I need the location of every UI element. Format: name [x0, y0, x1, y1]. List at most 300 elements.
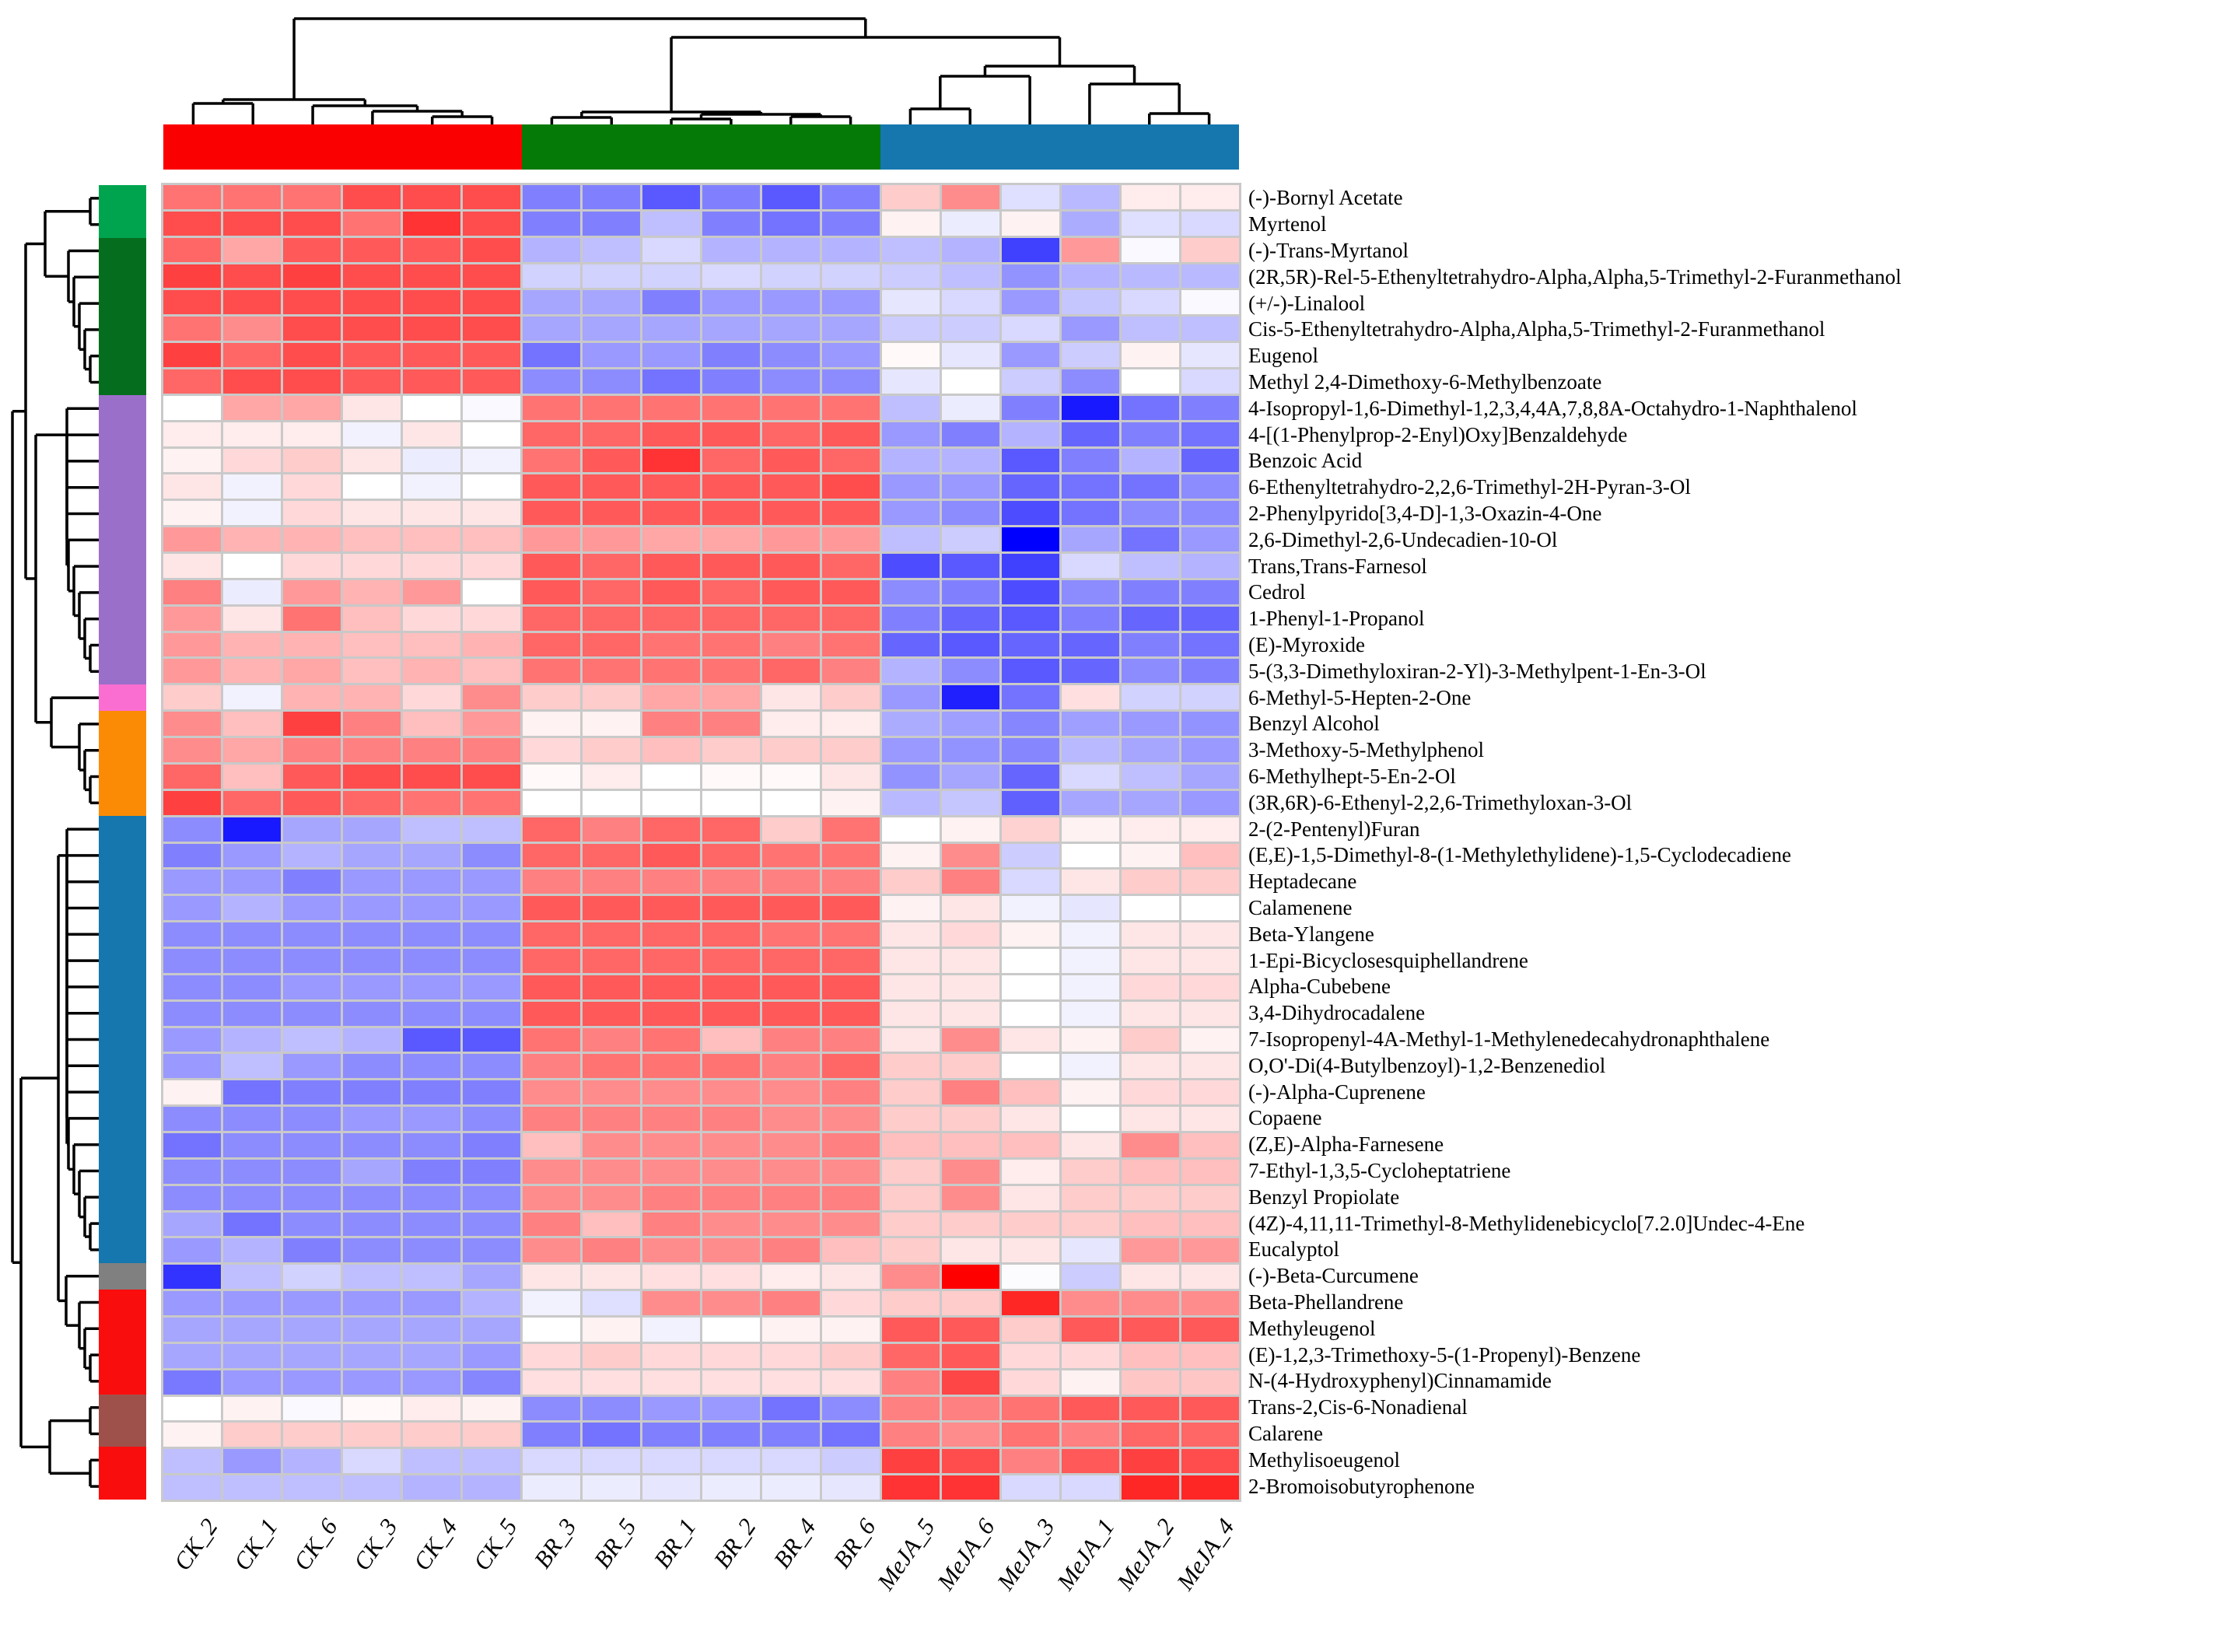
heatmap-cell [583, 527, 640, 551]
heatmap-cell [403, 474, 460, 499]
heatmap-cell [403, 1028, 460, 1052]
heatmap-cell [223, 264, 281, 289]
heatmap-cell [163, 317, 221, 341]
heatmap-cell [702, 712, 760, 736]
heatmap-cell [762, 185, 820, 209]
heatmap-cell [1181, 1423, 1239, 1447]
heatmap-cell [343, 844, 401, 868]
heatmap-cell [642, 896, 700, 920]
heatmap-cell [942, 817, 999, 842]
heatmap-cell [583, 1107, 640, 1131]
heatmap-cell [403, 607, 460, 631]
heatmap-cell [1181, 527, 1239, 551]
heatmap-cell [762, 501, 820, 525]
heatmap-cell [523, 844, 580, 868]
heatmap-cell [343, 1238, 401, 1262]
heatmap-cell [642, 449, 700, 473]
heatmap-cell [642, 922, 700, 947]
heatmap-cell [942, 633, 999, 657]
heatmap-cell [163, 369, 221, 394]
heatmap-cell [403, 844, 460, 868]
heatmap-cell [942, 1370, 999, 1395]
heatmap-cell [1181, 844, 1239, 868]
heatmap-cell [1062, 738, 1119, 762]
heatmap-cell [463, 738, 520, 762]
heatmap-cell [1062, 1160, 1119, 1184]
heatmap-cell [1122, 1265, 1179, 1289]
heatmap-cell [762, 1238, 820, 1262]
heatmap-cell [1181, 1291, 1239, 1315]
heatmap-cell [283, 1002, 341, 1026]
heatmap-cell [822, 1265, 880, 1289]
heatmap-cell [1181, 1475, 1239, 1500]
heatmap-cell [942, 449, 999, 473]
heatmap-cell [1002, 580, 1059, 604]
heatmap-cell [223, 343, 281, 367]
heatmap-cell [1122, 369, 1179, 394]
row-label: (E,E)-1,5-Dimethyl-8-(1-Methylethylidene)-1,5-Cyclodecadiene [1248, 843, 1791, 867]
heatmap-cell [1181, 554, 1239, 578]
heatmap-cell [523, 685, 580, 709]
heatmap-cell [163, 975, 221, 999]
heatmap-cell [223, 501, 281, 525]
heatmap-cell [1181, 1107, 1239, 1131]
heatmap-cell [642, 1054, 700, 1078]
heatmap-cell [762, 396, 820, 420]
heatmap-cell [223, 1370, 281, 1395]
heatmap-cell [1062, 1002, 1119, 1026]
heatmap-cell [762, 1054, 820, 1078]
heatmap-cell [583, 791, 640, 815]
heatmap-cell [1181, 1080, 1239, 1104]
heatmap-cell [822, 1186, 880, 1210]
heatmap-cell [1181, 396, 1239, 420]
heatmap-cell [1122, 1423, 1179, 1447]
heatmap-cell [942, 343, 999, 367]
heatmap-cell [523, 474, 580, 499]
heatmap-cell [1122, 1002, 1179, 1026]
heatmap-cell [343, 1186, 401, 1210]
heatmap-cell [1181, 870, 1239, 894]
heatmap-cell [1002, 817, 1059, 842]
heatmap-cell [163, 1213, 221, 1237]
heatmap-cell [642, 685, 700, 709]
heatmap-cell [583, 1318, 640, 1342]
heatmap-cell [642, 870, 700, 894]
heatmap-cell [882, 317, 940, 341]
heatmap-cell [523, 659, 580, 683]
heatmap-cell [1062, 1028, 1119, 1052]
heatmap-cell [163, 1344, 221, 1368]
heatmap-cell [882, 343, 940, 367]
heatmap-cell [942, 738, 999, 762]
heatmap-cell [1122, 185, 1179, 209]
heatmap-cell [463, 396, 520, 420]
heatmap-cell [283, 738, 341, 762]
heatmap-cell [762, 238, 820, 262]
heatmap-cell [1122, 765, 1179, 789]
heatmap-cell [403, 1160, 460, 1184]
heatmap-cell [463, 659, 520, 683]
heatmap-cell [283, 1213, 341, 1237]
heatmap-cell [223, 975, 281, 999]
heatmap-cell [882, 580, 940, 604]
heatmap-cell [762, 844, 820, 868]
heatmap-cell [583, 290, 640, 314]
heatmap-cell [283, 554, 341, 578]
heatmap-cell [702, 449, 760, 473]
heatmap-cell [1002, 369, 1059, 394]
heatmap-cell [702, 1186, 760, 1210]
heatmap-cell [583, 1344, 640, 1368]
heatmap-cell [403, 554, 460, 578]
heatmap-cell [1122, 1186, 1179, 1210]
heatmap-cell [762, 1002, 820, 1026]
column-group-br [522, 124, 880, 170]
heatmap-cell [1181, 474, 1239, 499]
heatmap-cell [822, 185, 880, 209]
heatmap-cell [163, 1449, 221, 1473]
heatmap-cell [1122, 238, 1179, 262]
heatmap-cell [1002, 633, 1059, 657]
heatmap-cell [882, 1160, 940, 1184]
heatmap-cell [822, 1213, 880, 1237]
heatmap-cell [283, 896, 341, 920]
heatmap-cell [822, 501, 880, 525]
heatmap-cell [283, 607, 341, 631]
heatmap-cell [523, 1265, 580, 1289]
heatmap-cell [1122, 554, 1179, 578]
heatmap-cell [882, 1107, 940, 1131]
heatmap-cell [882, 474, 940, 499]
heatmap-cell [882, 659, 940, 683]
heatmap-cell [1002, 474, 1059, 499]
heatmap-cell [822, 844, 880, 868]
heatmap-cell [583, 1291, 640, 1315]
heatmap-cell [1002, 1107, 1059, 1131]
heatmap-cell [702, 1397, 760, 1421]
heatmap-cell [163, 817, 221, 842]
heatmap-cell [283, 422, 341, 446]
heatmap-cell [822, 1370, 880, 1395]
heatmap-cell [403, 922, 460, 947]
heatmap-cell [642, 1028, 700, 1052]
heatmap-cell [403, 1423, 460, 1447]
heatmap-cell [882, 1213, 940, 1237]
row-label: 2-Bromoisobutyrophenone [1248, 1474, 1475, 1498]
heatmap-cell [702, 264, 760, 289]
heatmap-cell [642, 1160, 700, 1184]
heatmap-cell [642, 290, 700, 314]
heatmap-cell [1122, 685, 1179, 709]
heatmap-cell [1181, 949, 1239, 973]
heatmap-cell [163, 896, 221, 920]
heatmap-cell [403, 1318, 460, 1342]
heatmap-cell [942, 527, 999, 551]
heatmap-cell [642, 817, 700, 842]
heatmap-cell [1002, 844, 1059, 868]
heatmap-cell [642, 1397, 700, 1421]
heatmap-cell [163, 1133, 221, 1157]
heatmap-cell [702, 554, 760, 578]
heatmap-cell [942, 1028, 999, 1052]
heatmap-cell [403, 975, 460, 999]
heatmap-cell [163, 1054, 221, 1078]
heatmap-cell [1181, 1449, 1239, 1473]
heatmap-cell [822, 1054, 880, 1078]
heatmap-cell [942, 1160, 999, 1184]
heatmap-cell [1062, 870, 1119, 894]
heatmap-cell [1122, 1449, 1179, 1473]
heatmap-cell [583, 1080, 640, 1104]
heatmap-cell [1062, 1475, 1119, 1500]
heatmap-cell [463, 607, 520, 631]
heatmap-cell [822, 791, 880, 815]
heatmap-cell [1002, 1318, 1059, 1342]
row-label: N-(4-Hydroxyphenyl)Cinnamamide [1248, 1369, 1552, 1393]
heatmap-cell [882, 791, 940, 815]
row-label: Eucalyptol [1248, 1237, 1339, 1262]
heatmap-cell [403, 212, 460, 236]
heatmap-cell [463, 1054, 520, 1078]
heatmap-cell [642, 1213, 700, 1237]
row-label: 4-[(1-Phenylprop-2-Enyl)Oxy]Benzaldehyde [1248, 422, 1628, 446]
heatmap-cell [882, 1318, 940, 1342]
heatmap-cell [223, 369, 281, 394]
heatmap-cell [463, 212, 520, 236]
heatmap-cell [1122, 212, 1179, 236]
row-label: Trans,Trans-Farnesol [1248, 554, 1427, 578]
heatmap-cell [343, 1080, 401, 1104]
heatmap-cell [1122, 396, 1179, 420]
heatmap-cell [822, 580, 880, 604]
heatmap-cell [1002, 896, 1059, 920]
heatmap-cell [942, 949, 999, 973]
heatmap-cell [403, 685, 460, 709]
row-label: Eugenol [1248, 344, 1318, 368]
column-group-bar [163, 124, 1239, 170]
heatmap-cell [283, 264, 341, 289]
heatmap-cell [223, 554, 281, 578]
heatmap-cell [702, 317, 760, 341]
heatmap-cell [523, 1133, 580, 1157]
heatmap-cell [822, 975, 880, 999]
column-label: MeJA_5 [872, 1514, 941, 1595]
heatmap-cell [942, 975, 999, 999]
heatmap-cell [702, 1344, 760, 1368]
heatmap-cell [523, 1475, 580, 1500]
heatmap-cell [1062, 369, 1119, 394]
heatmap-cell [403, 264, 460, 289]
heatmap-cell [942, 554, 999, 578]
heatmap-cell [523, 975, 580, 999]
heatmap-cell [463, 369, 520, 394]
heatmap-cell [403, 633, 460, 657]
heatmap-cell [343, 1213, 401, 1237]
heatmap-cell [942, 685, 999, 709]
heatmap-cell [882, 396, 940, 420]
heatmap-cell [343, 1370, 401, 1395]
heatmap-cell [1122, 501, 1179, 525]
heatmap-cell [343, 1002, 401, 1026]
heatmap-cell [283, 1397, 341, 1421]
heatmap-cell [642, 1265, 700, 1289]
heatmap-cell [702, 474, 760, 499]
heatmap-cell [1122, 1213, 1179, 1237]
heatmap-cell [702, 501, 760, 525]
heatmap-cell [583, 396, 640, 420]
heatmap-cell [762, 264, 820, 289]
heatmap-cell [1181, 1028, 1239, 1052]
heatmap-cell [283, 396, 341, 420]
heatmap-cell [1002, 1397, 1059, 1421]
heatmap-cell [583, 1423, 640, 1447]
heatmap-cell [882, 449, 940, 473]
heatmap-cell [1062, 449, 1119, 473]
heatmap-cell [163, 738, 221, 762]
row-group-segment-7 [99, 1263, 146, 1290]
heatmap-cell [762, 791, 820, 815]
heatmap-cell [642, 1133, 700, 1157]
heatmap-cell [1062, 212, 1119, 236]
heatmap-cell [702, 422, 760, 446]
heatmap-cell [403, 1080, 460, 1104]
row-label: Myrtenol [1248, 212, 1327, 236]
heatmap-cell [223, 685, 281, 709]
heatmap-cell [1181, 1054, 1239, 1078]
heatmap-cell [1062, 922, 1119, 947]
heatmap-cell [463, 1238, 520, 1262]
heatmap-cell [163, 1475, 221, 1500]
heatmap-cell [702, 1054, 760, 1078]
heatmap-cell [223, 1028, 281, 1052]
heatmap-cell [463, 1423, 520, 1447]
heatmap-cell [1002, 791, 1059, 815]
heatmap-cell [882, 501, 940, 525]
heatmap-cell [583, 1475, 640, 1500]
heatmap-cell [1062, 474, 1119, 499]
heatmap-cell [822, 896, 880, 920]
heatmap-cell [1181, 422, 1239, 446]
heatmap-cell [642, 1449, 700, 1473]
heatmap-cell [942, 238, 999, 262]
heatmap-cell [1062, 290, 1119, 314]
heatmap-cell [882, 975, 940, 999]
row-label: Cedrol [1248, 580, 1306, 604]
heatmap-cell [343, 1344, 401, 1368]
heatmap-cell [882, 1449, 940, 1473]
heatmap-cell [523, 1080, 580, 1104]
heatmap-cell [822, 527, 880, 551]
heatmap-cell [283, 474, 341, 499]
heatmap-cell [642, 633, 700, 657]
heatmap-cell [1062, 685, 1119, 709]
heatmap-cell [523, 633, 580, 657]
heatmap-cell [822, 1291, 880, 1315]
heatmap-cell [343, 527, 401, 551]
heatmap-cell [1002, 185, 1059, 209]
heatmap-cell [1062, 659, 1119, 683]
heatmap-cell [942, 1107, 999, 1131]
heatmap-cell [463, 1186, 520, 1210]
heatmap-cell [523, 1054, 580, 1078]
heatmap-cell [463, 817, 520, 842]
heatmap-cell [1181, 896, 1239, 920]
heatmap-cell [702, 922, 760, 947]
heatmap-cell [583, 712, 640, 736]
heatmap-cell [642, 949, 700, 973]
heatmap-cell [583, 474, 640, 499]
column-group-ck [163, 124, 522, 170]
heatmap-cell [463, 949, 520, 973]
heatmap-cell [343, 1133, 401, 1157]
heatmap-cell [523, 422, 580, 446]
heatmap-cell [283, 922, 341, 947]
row-label: 2,6-Dimethyl-2,6-Undecadien-10-Ol [1248, 527, 1558, 551]
heatmap-cell [523, 1028, 580, 1052]
heatmap-cell [762, 896, 820, 920]
heatmap-cell [343, 896, 401, 920]
heatmap-cell [1122, 474, 1179, 499]
heatmap-cell [463, 554, 520, 578]
heatmap-cell [642, 1370, 700, 1395]
heatmap-cell [822, 1002, 880, 1026]
heatmap-cell [523, 1397, 580, 1421]
heatmap-cell [163, 1238, 221, 1262]
heatmap-cell [343, 817, 401, 842]
heatmap-cell [702, 949, 760, 973]
heatmap-cell [163, 1318, 221, 1342]
heatmap-cell [163, 633, 221, 657]
heatmap-cell [1062, 317, 1119, 341]
row-label: (Z,E)-Alpha-Farnesene [1248, 1132, 1444, 1157]
row-label: (-)-Beta-Curcumene [1248, 1264, 1419, 1288]
heatmap-cell [1062, 791, 1119, 815]
heatmap-cell [882, 765, 940, 789]
heatmap-cell [1062, 1186, 1119, 1210]
heatmap-cell [762, 343, 820, 367]
heatmap-cell [942, 264, 999, 289]
heatmap-cell [942, 580, 999, 604]
heatmap-cell [702, 527, 760, 551]
heatmap-cell [163, 527, 221, 551]
heatmap-cell [1002, 1291, 1059, 1315]
heatmap-cell [642, 527, 700, 551]
heatmap-cell [882, 264, 940, 289]
heatmap-cell [1062, 1238, 1119, 1262]
heatmap-cell [1062, 1291, 1119, 1315]
heatmap-cell [1062, 896, 1119, 920]
heatmap-cell [223, 765, 281, 789]
heatmap-cell [403, 1449, 460, 1473]
heatmap [161, 183, 1241, 1502]
heatmap-cell [1002, 870, 1059, 894]
heatmap-cell [463, 238, 520, 262]
heatmap-cell [822, 554, 880, 578]
heatmap-cell [283, 1318, 341, 1342]
heatmap-cell [762, 290, 820, 314]
heatmap-cell [702, 343, 760, 367]
heatmap-cell [163, 422, 221, 446]
heatmap-cell [343, 1028, 401, 1052]
heatmap-cell [523, 1002, 580, 1026]
heatmap-cell [702, 765, 760, 789]
heatmap-cell [822, 396, 880, 420]
heatmap-cell [1122, 1080, 1179, 1104]
heatmap-cell [283, 685, 341, 709]
heatmap-cell [583, 580, 640, 604]
heatmap-cell [583, 449, 640, 473]
